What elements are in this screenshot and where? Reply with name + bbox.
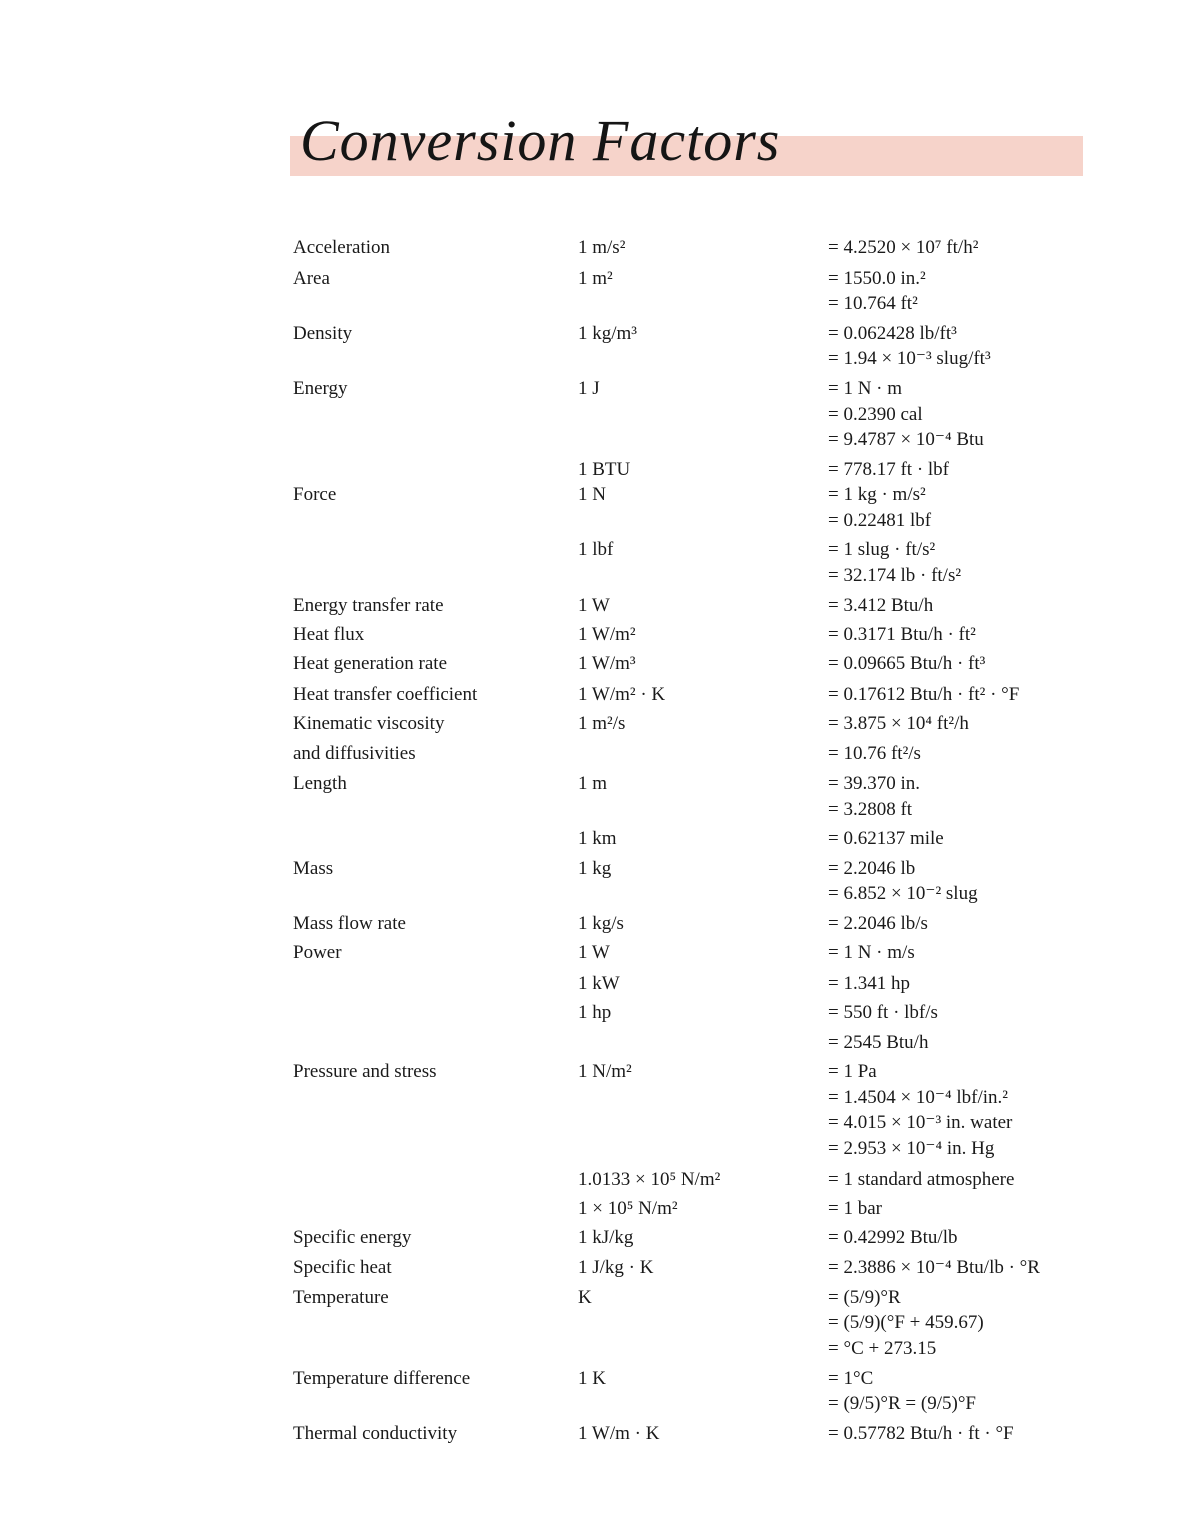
equivalent-value: = (5/9)°R	[828, 1287, 901, 1308]
unit-value: 1 m/s²	[578, 237, 626, 258]
table-row	[0, 483, 1200, 507]
table-row	[0, 1060, 1200, 1084]
equivalent-value: = 1 standard atmosphere	[828, 1169, 1015, 1190]
table-row	[0, 267, 1200, 291]
equivalent-value: = 1.4504 × 10⁻⁴ lbf/in.²	[828, 1087, 1008, 1108]
equivalent-value: = 1 kg · m/s²	[828, 484, 926, 505]
unit-value: 1 × 10⁵ N/m²	[578, 1198, 678, 1219]
quantity-label: Kinematic viscosity	[293, 713, 445, 734]
table-row	[0, 1286, 1200, 1310]
equivalent-value: = 10.76 ft²/s	[828, 743, 921, 764]
quantity-label: Heat generation rate	[293, 653, 448, 674]
unit-value: 1 m	[578, 773, 608, 794]
unit-value: 1 kW	[578, 973, 620, 994]
table-row	[0, 798, 1200, 822]
unit-value: 1.0133 × 10⁵ N/m²	[578, 1169, 721, 1190]
table-row	[0, 1256, 1200, 1280]
equivalent-value: = 32.174 lb · ft/s²	[828, 565, 962, 586]
table-row	[0, 683, 1200, 707]
equivalent-value: = 3.875 × 10⁴ ft²/h	[828, 713, 969, 734]
quantity-label: Mass flow rate	[293, 913, 406, 934]
equivalent-value: = 4.2520 × 10⁷ ft/h²	[828, 237, 979, 258]
quantity-label: Area	[293, 268, 330, 289]
unit-value: 1 lbf	[578, 539, 614, 560]
unit-value: 1 J	[578, 378, 600, 399]
table-row	[0, 1001, 1200, 1025]
unit-value: 1 m²	[578, 268, 613, 289]
equivalent-value: = (5/9)(°F + 459.67)	[828, 1312, 984, 1333]
table-row	[0, 1392, 1200, 1416]
unit-value: 1 BTU	[578, 459, 631, 480]
unit-value: 1 K	[578, 1368, 606, 1389]
table-row	[0, 594, 1200, 618]
quantity-label: Heat flux	[293, 624, 365, 645]
table-row	[0, 1337, 1200, 1361]
unit-value: 1 m²/s	[578, 713, 626, 734]
quantity-label: Acceleration	[293, 237, 391, 258]
table-row	[0, 458, 1200, 482]
equivalent-value: = °C + 273.15	[828, 1338, 937, 1359]
table-row	[0, 1111, 1200, 1135]
equivalent-value: = 2.3886 × 10⁻⁴ Btu/lb · °R	[828, 1257, 1040, 1278]
equivalent-value: = 1 N · m/s	[828, 942, 915, 963]
unit-value: 1 W/m² · K	[578, 684, 666, 705]
table-row	[0, 1197, 1200, 1221]
quantity-label: Temperature	[293, 1287, 389, 1308]
table-row	[0, 538, 1200, 562]
table-row	[0, 509, 1200, 533]
equivalent-value: = 2.953 × 10⁻⁴ in. Hg	[828, 1138, 995, 1159]
equivalent-value: = 1 bar	[828, 1198, 882, 1219]
table-row	[0, 1367, 1200, 1391]
equivalent-value: = 3.412 Btu/h	[828, 595, 934, 616]
equivalent-value: = 1 N · m	[828, 378, 903, 399]
equivalent-value: = 6.852 × 10⁻² slug	[828, 883, 978, 904]
table-row	[0, 377, 1200, 401]
table-row	[0, 1422, 1200, 1446]
page-title: Conversion Factors	[300, 108, 781, 173]
equivalent-value: = 1°C	[828, 1368, 874, 1389]
unit-value: 1 J/kg · K	[578, 1257, 654, 1278]
equivalent-value: = 1550.0 in.²	[828, 268, 926, 289]
unit-value: K	[578, 1287, 592, 1308]
unit-value: 1 kJ/kg	[578, 1227, 634, 1248]
quantity-label: Length	[293, 773, 347, 794]
equivalent-value: = 0.2390 cal	[828, 404, 923, 425]
table-row	[0, 882, 1200, 906]
equivalent-value: = 0.62137 mile	[828, 828, 944, 849]
equivalent-value: = 550 ft · lbf/s	[828, 1002, 938, 1023]
table-row	[0, 428, 1200, 452]
equivalent-value: = 0.22481 lbf	[828, 510, 932, 531]
equivalent-value: = 0.17612 Btu/h · ft² · °F	[828, 684, 1020, 705]
table-row	[0, 827, 1200, 851]
equivalent-value: = 0.42992 Btu/lb	[828, 1227, 958, 1248]
quantity-label: Force	[293, 484, 337, 505]
equivalent-value: = 0.3171 Btu/h · ft²	[828, 624, 976, 645]
equivalent-value: = (9/5)°R = (9/5)°F	[828, 1393, 976, 1414]
quantity-label: Specific heat	[293, 1257, 392, 1278]
quantity-label: Specific energy	[293, 1227, 412, 1248]
equivalent-value: = 778.17 ft · lbf	[828, 459, 950, 480]
table-row	[0, 236, 1200, 260]
quantity-label: Mass	[293, 858, 334, 879]
quantity-label: Temperature difference	[293, 1368, 471, 1389]
table-row	[0, 652, 1200, 676]
unit-value: 1 kg	[578, 858, 612, 879]
quantity-label: Energy transfer rate	[293, 595, 444, 616]
unit-value: 1 W/m²	[578, 624, 636, 645]
unit-value: 1 W	[578, 595, 610, 616]
unit-value: 1 kg/m³	[578, 323, 638, 344]
equivalent-value: = 1.341 hp	[828, 973, 910, 994]
table-row	[0, 1031, 1200, 1055]
quantity-label: Energy	[293, 378, 348, 399]
quantity-label: Pressure and stress	[293, 1061, 437, 1082]
table-row	[0, 857, 1200, 881]
table-row	[0, 1311, 1200, 1335]
equivalent-value: = 1 Pa	[828, 1061, 877, 1082]
equivalent-value: = 2.2046 lb	[828, 858, 916, 879]
table-row	[0, 564, 1200, 588]
unit-value: 1 W/m³	[578, 653, 636, 674]
equivalent-value: = 39.370 in.	[828, 773, 920, 794]
equivalent-value: = 2545 Btu/h	[828, 1032, 929, 1053]
table-row	[0, 1226, 1200, 1250]
equivalent-value: = 1.94 × 10⁻³ slug/ft³	[828, 348, 991, 369]
table-row	[0, 347, 1200, 371]
unit-value: 1 N/m²	[578, 1061, 632, 1082]
equivalent-value: = 10.764 ft²	[828, 293, 918, 314]
unit-value: 1 km	[578, 828, 617, 849]
equivalent-value: = 1 slug · ft/s²	[828, 539, 936, 560]
table-row	[0, 941, 1200, 965]
quantity-label: and diffusivities	[293, 743, 416, 764]
table-row	[0, 912, 1200, 936]
unit-value: 1 W	[578, 942, 610, 963]
quantity-label: Thermal conductivity	[293, 1423, 458, 1444]
unit-value: 1 W/m · K	[578, 1423, 660, 1444]
equivalent-value: = 0.09665 Btu/h · ft³	[828, 653, 986, 674]
quantity-label: Density	[293, 323, 353, 344]
table-row	[0, 1086, 1200, 1110]
table-row	[0, 292, 1200, 316]
table-row	[0, 403, 1200, 427]
equivalent-value: = 9.4787 × 10⁻⁴ Btu	[828, 429, 984, 450]
unit-value: 1 N	[578, 484, 606, 505]
table-row	[0, 1137, 1200, 1161]
equivalent-value: = 0.57782 Btu/h · ft · °F	[828, 1423, 1014, 1444]
unit-value: 1 kg/s	[578, 913, 624, 934]
table-row	[0, 712, 1200, 736]
table-row	[0, 742, 1200, 766]
unit-value: 1 hp	[578, 1002, 612, 1023]
table-row	[0, 322, 1200, 346]
table-row	[0, 772, 1200, 796]
table-row	[0, 1168, 1200, 1192]
quantity-label: Power	[293, 942, 342, 963]
equivalent-value: = 0.062428 lb/ft³	[828, 323, 957, 344]
equivalent-value: = 4.015 × 10⁻³ in. water	[828, 1112, 1013, 1133]
equivalent-value: = 2.2046 lb/s	[828, 913, 928, 934]
table-row	[0, 972, 1200, 996]
quantity-label: Heat transfer coefficient	[293, 684, 478, 705]
equivalent-value: = 3.2808 ft	[828, 799, 913, 820]
table-row	[0, 623, 1200, 647]
